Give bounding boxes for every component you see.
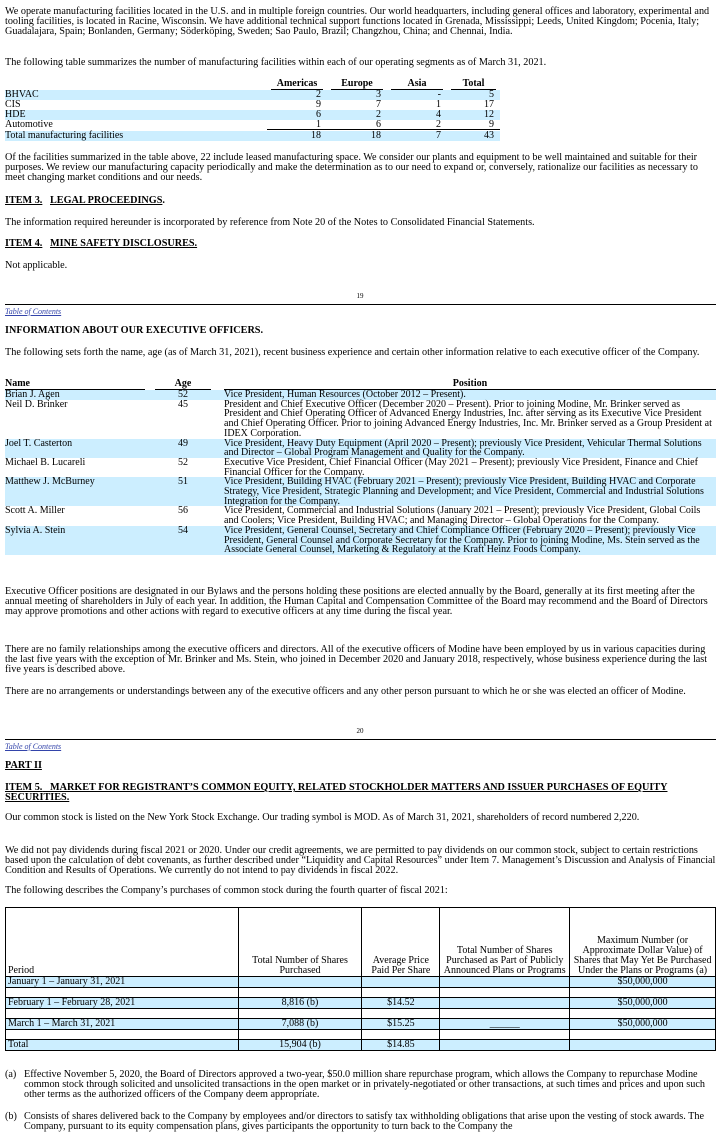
cell-plan bbox=[440, 977, 570, 988]
officer-age: 56 bbox=[178, 505, 188, 517]
cell-remaining: $50,000,000 bbox=[570, 977, 716, 988]
cell-period: February 1 – February 28, 2021 bbox=[6, 998, 239, 1009]
cell-asia: 1 bbox=[436, 99, 441, 110]
cell-period: March 1 – March 31, 2021 bbox=[6, 1019, 239, 1030]
item3-heading: ITEM 3. LEGAL PROCEEDINGS. bbox=[5, 195, 165, 206]
item5-paragraph-2: We did not pay dividends during fiscal 2021 or 2020. Under our credit agreements, we are permitted to pay dividends on our common stock, subject to certain restrictions based upon the calculation of debt covenants, as further described under “Liquidity and Capital Resources” under Item 7. Management’s Discussion and Analysis of Financial Condition and Results of Operations. We currently do not intend to pay dividends in fiscal 2022. bbox=[5, 845, 716, 877]
table-intro-paragraph: The following table summarizes the number of manufacturing facilities within each of our operating segments as of March 31, 2021. bbox=[5, 57, 547, 68]
table-row bbox=[5, 458, 716, 477]
purchases-header-shares: Total Number of Shares Purchased bbox=[238, 908, 362, 977]
officer-name: Scott A. Miller bbox=[5, 505, 65, 517]
table-row bbox=[5, 439, 716, 458]
row-label: BHVAC bbox=[5, 90, 267, 100]
cell-shares: 8,816 (b) bbox=[238, 998, 362, 1009]
item5-heading: ITEM 5. MARKET FOR REGISTRANT’S COMMON EQUITY, RELATED STOCKHOLDER MATTERS AND ISSUER PURCHASES OF EQUITY SECURITIES. bbox=[5, 782, 668, 804]
cell-total: 5 bbox=[447, 90, 500, 100]
table-row bbox=[6, 998, 716, 1009]
cell-asia: 7 bbox=[387, 131, 447, 142]
cell-remaining: $50,000,000 bbox=[570, 998, 716, 1009]
cell-remaining bbox=[570, 1040, 716, 1051]
facilities-header-total: Total bbox=[447, 78, 500, 90]
officers-header-age: Age bbox=[155, 378, 211, 390]
officer-position: Vice President, Human Resources (October 2012 – Present). bbox=[224, 390, 716, 400]
purchases-header-price: Average Price Paid Per Share bbox=[362, 908, 440, 977]
facilities-header-europe: Europe bbox=[327, 78, 387, 90]
row-label: HDE bbox=[5, 110, 267, 120]
officer-position: Vice President, Heavy Duty Equipment (April 2020 – Present); previously Vice President, Vehicular Thermal Solutions and Director – Global Program Management and Quality for the Company. bbox=[224, 439, 716, 458]
officer-position: Executive Vice President, Chief Financial Officer (May 2021 – Present); previously Vice President, Finance and Chief Financial Officer for the Company. bbox=[224, 456, 698, 478]
cell-price bbox=[362, 977, 440, 988]
table-row bbox=[5, 110, 500, 120]
purchases-header-period: Period bbox=[6, 908, 239, 977]
cell-europe: 7 bbox=[376, 99, 381, 110]
page-number: 19 bbox=[356, 292, 364, 300]
page-divider bbox=[5, 739, 716, 740]
table-row bbox=[5, 526, 716, 555]
cell-asia: - bbox=[387, 90, 447, 100]
cell-americas: 6 bbox=[267, 110, 327, 120]
officers-table bbox=[5, 378, 716, 555]
cell-period: January 1 – January 31, 2021 bbox=[6, 977, 239, 988]
officer-position: Vice President, General Counsel, Secretary and Chief Compliance Officer (February 2020 – Present); previously Vice President, General Counsel and Corporate Secretary for the Company. Prior to joining Modine, Ms. Stein served as the Associate General Counsel, Marketing & Regulatory at the Kraft Heinz Foods Company. bbox=[224, 526, 716, 555]
officer-name: Neil D. Brinker bbox=[5, 398, 68, 410]
intro-paragraph: We operate manufacturing facilities located in the U.S. and in multiple foreign countries. Our world headquarters, including general offices and laboratory, experimental and tooling facilities, is located in Racine, Wisconsin. We have additional technical support functions located in Grenada, Mississippi; Leeds, United Kingdom; Pocenia, Italy; Guadalajara, Spain; Bonlanden, Germany; Söderköping, Sweden; Sao Paulo, Brazil; Changzhou, China; and Chennai, India. bbox=[5, 6, 710, 38]
officer-age: 52 bbox=[155, 390, 211, 400]
facilities-header-americas: Americas bbox=[267, 78, 327, 90]
exec-officers-heading: INFORMATION ABOUT OUR EXECUTIVE OFFICERS. bbox=[5, 325, 264, 336]
cell-price: $14.52 bbox=[362, 998, 440, 1009]
cell-shares: 7,088 (b) bbox=[238, 1019, 362, 1030]
row-label: Total manufacturing facilities bbox=[5, 131, 267, 142]
table-row bbox=[5, 506, 716, 525]
cell-total: 43 bbox=[447, 131, 500, 142]
cell-asia: 2 bbox=[387, 120, 447, 131]
exec-paragraph-1: Executive Officer positions are designated in our Bylaws and the persons holding these positions are elected annually by the Board, generally at its first meeting after the annual meeting of shareholders in July of each year. In addition, the Human Capital and Compensation Committee of the Board may recommend and the Board of Directors may approve promotions and other actions with regard to executive officers at any time during the fiscal year. bbox=[5, 586, 708, 618]
cell-americas: 18 bbox=[267, 131, 327, 142]
cell-price: $14.85 bbox=[362, 1040, 440, 1051]
officers-header-position: Position bbox=[224, 378, 716, 390]
facilities-header-blank bbox=[5, 78, 267, 90]
table-row bbox=[6, 1040, 716, 1051]
officer-age: 52 bbox=[178, 456, 188, 468]
table-row bbox=[5, 120, 500, 131]
officer-position: Vice President, Building HVAC (February 2021 – Present); previously Vice President, Building HVAC and Corporate Strategy, Vice President, Strategic Planning and Development; and Vice President, Commercial and Industrial Solutions Integration for the Company. bbox=[224, 477, 716, 506]
cell-europe: 6 bbox=[327, 120, 387, 131]
row-label: Automotive bbox=[5, 119, 53, 130]
purchases-header-remaining: Maximum Number (or Approximate Dollar Value) of Shares that May Yet Be Purchased Under the Plans or Programs (a) bbox=[570, 908, 716, 977]
officer-name: Joel T. Casterton bbox=[5, 439, 145, 458]
table-row bbox=[6, 977, 716, 988]
officer-position: President and Chief Executive Officer (December 2020 – Present). Prior to joining Modine, Mr. Brinker served as President and Chief Operating Officer of Advanced Energy Industries, Inc. after serving as its Executive Vice President and Chief Operating Officer. Prior to joining Advanced Energy Industries, Inc. Mr. Brinker served as a Group President at IDEX Corporation. bbox=[224, 398, 712, 439]
table-row bbox=[5, 477, 716, 506]
cell-americas: 2 bbox=[267, 90, 327, 100]
item4-text: Not applicable. bbox=[5, 260, 68, 271]
cell-shares: 15,904 (b) bbox=[238, 1040, 362, 1051]
item5-paragraph-3: The following describes the Company’s purchases of common stock during the fourth quarter of fiscal 2021: bbox=[5, 885, 448, 896]
purchases-table bbox=[5, 907, 716, 1051]
officer-age: 51 bbox=[155, 477, 211, 506]
exec-paragraph-2: There are no family relationships among the executive officers and directors. All of the executive officers of Modine have been employed by us in various capacities during the last five years with the exception of Mr. Brinker and Ms. Stein, who joined in December 2020 and January 2018, respectively, whose business experience during the last five years is described above. bbox=[5, 644, 708, 676]
cell-shares bbox=[238, 977, 362, 988]
table-row bbox=[5, 100, 500, 110]
table-row bbox=[6, 1019, 716, 1030]
cell-asia: 4 bbox=[387, 110, 447, 120]
cell-price: $15.25 bbox=[362, 1019, 440, 1030]
officer-age: 45 bbox=[178, 398, 188, 410]
officer-age: 49 bbox=[155, 439, 211, 458]
cell-europe: 3 bbox=[327, 90, 387, 100]
page-number: 20 bbox=[356, 727, 364, 735]
table-of-contents-link[interactable]: Table of Contents bbox=[5, 742, 62, 751]
officer-name: Michael B. Lucareli bbox=[5, 456, 86, 468]
cell-total: 17 bbox=[484, 99, 494, 110]
cell-europe: 2 bbox=[327, 110, 387, 120]
cell-americas: 9 bbox=[316, 99, 321, 110]
part-ii-heading: PART II bbox=[5, 760, 42, 771]
cell-plan bbox=[440, 998, 570, 1009]
cell-americas: 1 bbox=[267, 120, 327, 131]
facilities-paragraph: Of the facilities summarized in the table above, 22 include leased manufacturing space. We consider our plants and equipment to be well maintained and suitable for their purposes. We review our manufacturing capacity periodically and make the determination as to our need to expand or, conversely, rationalize our facilities as necessary to meet changing market conditions and our needs. bbox=[5, 152, 698, 184]
table-row bbox=[5, 131, 500, 142]
table-of-contents-link[interactable]: Table of Contents bbox=[5, 307, 62, 316]
row-label: CIS bbox=[5, 99, 21, 110]
cell-plan: ______ bbox=[440, 1019, 570, 1030]
cell-plan bbox=[440, 1040, 570, 1051]
officer-name: Matthew J. McBurney bbox=[5, 477, 145, 506]
facilities-table bbox=[5, 78, 500, 141]
exec-paragraph-3: There are no arrangements or understandings between any of the executive officers and any other person pursuant to which he or she was elected an officer of Modine. bbox=[5, 686, 686, 697]
facilities-header-asia: Asia bbox=[387, 78, 447, 90]
cell-period: Total bbox=[6, 1040, 239, 1051]
item3-text: The information required hereunder is incorporated by reference from Note 20 of the Notes to Consolidated Financial Statements. bbox=[5, 217, 535, 228]
exec-intro-paragraph: The following sets forth the name, age (as of March 31, 2021), recent business experience and certain other information relative to each executive officer of the Company. bbox=[5, 347, 700, 358]
officer-position: Vice President, Commercial and Industrial Solutions (January 2021 – Present); previously Vice President, Global Coils and Coolers; Vice President, Building HVAC; and Managing Director – Global Operations for the Company. bbox=[224, 505, 701, 527]
table-row bbox=[5, 90, 500, 100]
officers-header-name: Name bbox=[5, 378, 145, 390]
cell-total: 9 bbox=[447, 120, 500, 131]
officer-age: 54 bbox=[155, 526, 211, 555]
purchases-header-plan-shares: Total Number of Shares Purchased as Part of Publicly Announced Plans or Programs bbox=[440, 908, 570, 977]
page-divider bbox=[5, 304, 716, 305]
officer-name: Brian J. Agen bbox=[5, 390, 145, 400]
table-row bbox=[5, 400, 716, 439]
item4-heading: ITEM 4. MINE SAFETY DISCLOSURES. bbox=[5, 238, 198, 249]
item5-paragraph-1: Our common stock is listed on the New York Stock Exchange. Our trading symbol is MOD. As of March 31, 2021, shareholders of record numbered 2,220. bbox=[5, 812, 640, 823]
cell-europe: 18 bbox=[327, 131, 387, 142]
cell-total: 12 bbox=[447, 110, 500, 120]
officer-name: Sylvia A. Stein bbox=[5, 526, 145, 555]
cell-remaining: $50,000,000 bbox=[570, 1019, 716, 1030]
